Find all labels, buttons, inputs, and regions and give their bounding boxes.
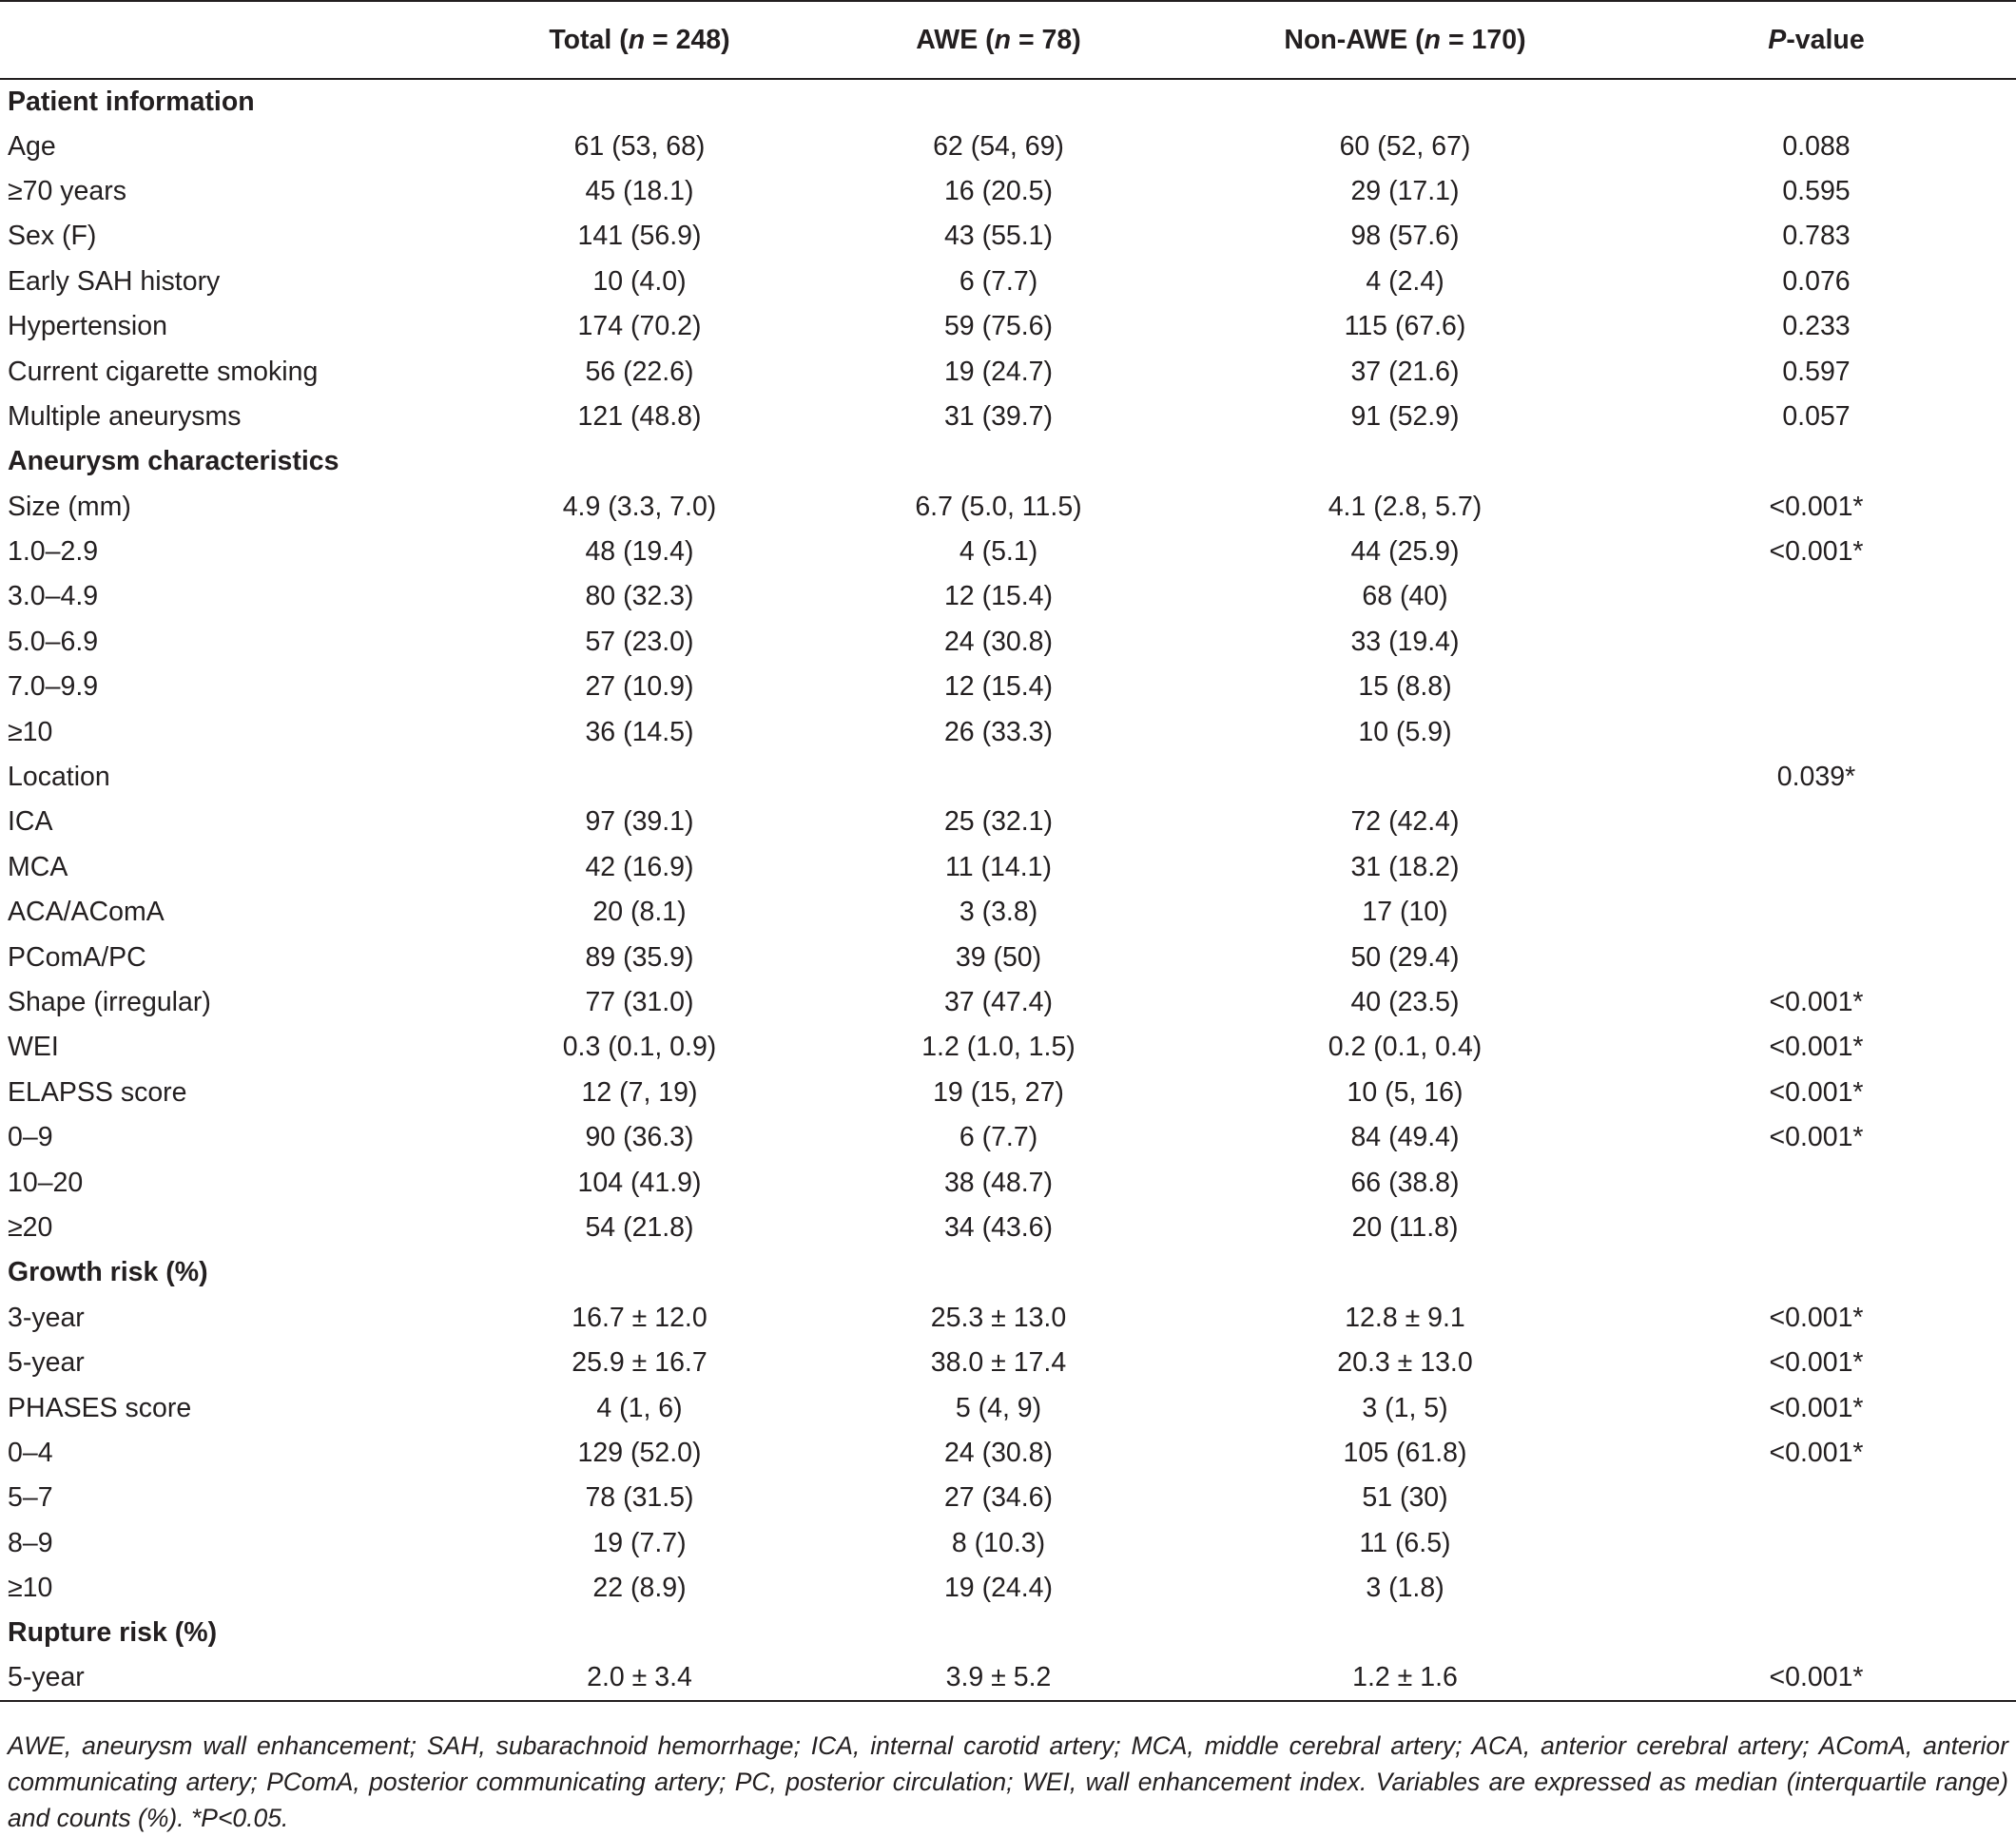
cell-awe: 25 (32.1) bbox=[943, 806, 1054, 838]
cell-awe: 19 (24.4) bbox=[943, 1573, 1054, 1604]
cell-awe: 5 (4, 9) bbox=[955, 1392, 1042, 1423]
cell-total: 61 (53, 68) bbox=[573, 130, 706, 162]
cell-total bbox=[475, 755, 804, 800]
cell-p-value: <0.001* bbox=[1769, 1437, 1864, 1468]
cell-non-awe: 68 (40) bbox=[1362, 581, 1448, 612]
table-row bbox=[0, 304, 2016, 349]
header-awe-pre: AWE ( bbox=[916, 24, 995, 55]
cell-p-value: 0.088 bbox=[1782, 130, 1851, 162]
cell-p-value bbox=[1617, 439, 2016, 484]
cell-awe: 24 (30.8) bbox=[943, 626, 1054, 657]
header-awe-post: = 78) bbox=[1011, 24, 1081, 55]
cell-total: 89 (35.9) bbox=[585, 941, 694, 973]
cell-awe: 26 (33.3) bbox=[943, 716, 1054, 747]
table-row bbox=[0, 574, 2016, 619]
table-row bbox=[0, 1656, 2016, 1701]
cell-total bbox=[475, 439, 804, 484]
row-label: PComA/PC bbox=[8, 941, 146, 973]
cell-awe: 6 (7.7) bbox=[959, 1122, 1038, 1153]
header-variable bbox=[0, 1, 475, 79]
cell-non-awe: 4 (2.4) bbox=[1366, 265, 1444, 297]
cell-p-value bbox=[1617, 845, 2016, 890]
cell-non-awe: 1.2 ± 1.6 bbox=[1193, 1656, 1617, 1701]
cell-awe: 11 (14.1) bbox=[945, 851, 1052, 882]
cell-awe bbox=[804, 755, 1193, 800]
row-label: ≥10 bbox=[8, 1573, 53, 1604]
cell-total: 42 (16.9) bbox=[585, 851, 694, 882]
cell-total: 27 (10.9) bbox=[585, 671, 694, 703]
row-label: Aneurysm characteristics bbox=[8, 446, 339, 477]
cell-awe: 34 (43.6) bbox=[943, 1211, 1054, 1243]
cell-total: 129 (52.0) bbox=[577, 1437, 702, 1468]
cell-awe: 38 (48.7) bbox=[943, 1167, 1054, 1198]
cell-non-awe: 3 (1.8) bbox=[1366, 1573, 1444, 1604]
cell-total bbox=[475, 1250, 804, 1295]
table-row bbox=[0, 709, 2016, 754]
table-row bbox=[0, 620, 2016, 665]
row-label: Multiple aneurysms bbox=[8, 400, 242, 432]
cell-p-value bbox=[1617, 709, 2016, 754]
cell-p-value: <0.001* bbox=[1769, 1032, 1864, 1063]
table-row bbox=[0, 1071, 2016, 1115]
cell-p-value: 0.076 bbox=[1782, 265, 1851, 297]
cell-non-awe: 10 (5, 16) bbox=[1347, 1076, 1464, 1108]
row-label: Early SAH history bbox=[8, 265, 221, 297]
cell-total: 22 (8.9) bbox=[592, 1573, 687, 1604]
table-row bbox=[0, 890, 2016, 935]
cell-non-awe: 84 (49.4) bbox=[1350, 1122, 1460, 1153]
table-row bbox=[0, 1521, 2016, 1566]
cell-non-awe: 98 (57.6) bbox=[1350, 221, 1460, 252]
cell-non-awe: 0.2 (0.1, 0.4) bbox=[1328, 1032, 1483, 1063]
cell-p-value: <0.001* bbox=[1769, 536, 1864, 568]
cell-total: 12 (7, 19) bbox=[581, 1076, 698, 1108]
header-awe bbox=[804, 1, 1193, 79]
table-row bbox=[0, 395, 2016, 439]
cell-total: 56 (22.6) bbox=[585, 356, 694, 387]
header-p-value bbox=[1617, 1, 2016, 79]
header-non-awe-pre: Non-AWE ( bbox=[1284, 24, 1425, 55]
header-total bbox=[475, 1, 804, 79]
cell-p-value bbox=[1617, 665, 2016, 709]
row-label: 3-year bbox=[8, 1302, 85, 1333]
header-total-pre: Total ( bbox=[549, 24, 629, 55]
header-non-awe bbox=[1193, 1, 1617, 79]
header-p-value-p: P bbox=[1768, 24, 1787, 55]
cell-p-value: <0.001* bbox=[1769, 1302, 1864, 1333]
row-label: 1.0–2.9 bbox=[8, 536, 99, 568]
cell-p-value: <0.001* bbox=[1769, 1122, 1864, 1153]
cell-non-awe: 50 (29.4) bbox=[1350, 941, 1460, 973]
cell-p-value bbox=[1617, 1250, 2016, 1295]
header-row bbox=[0, 1, 2016, 79]
cell-p-value: <0.001* bbox=[1769, 1347, 1864, 1379]
row-label: ICA bbox=[8, 806, 53, 838]
cell-total: 4 (1, 6) bbox=[596, 1392, 683, 1423]
table-row bbox=[0, 530, 2016, 574]
table-body bbox=[0, 79, 2016, 1701]
row-label: 3.0–4.9 bbox=[8, 581, 99, 612]
cell-awe: 38.0 ± 17.4 bbox=[930, 1347, 1067, 1379]
cell-total: 57 (23.0) bbox=[585, 626, 694, 657]
row-label: ≥20 bbox=[8, 1211, 53, 1243]
cell-p-value bbox=[1617, 1611, 2016, 1655]
cell-non-awe: 115 (67.6) bbox=[1344, 311, 1466, 342]
cell-non-awe: 33 (19.4) bbox=[1350, 626, 1460, 657]
cell-awe bbox=[804, 439, 1193, 484]
table-row bbox=[0, 1025, 2016, 1070]
cell-p-value: 0.233 bbox=[1782, 311, 1851, 342]
table-row bbox=[0, 169, 2016, 214]
table-row bbox=[0, 260, 2016, 304]
row-label: 0–9 bbox=[8, 1122, 53, 1153]
cell-non-awe: 3 (1, 5) bbox=[1362, 1392, 1448, 1423]
row-label: Location bbox=[8, 762, 110, 793]
row-label: MCA bbox=[8, 851, 68, 882]
cell-p-value bbox=[1617, 79, 2016, 124]
cell-awe: 43 (55.1) bbox=[943, 221, 1054, 252]
header-non-awe-post: = 170) bbox=[1441, 24, 1526, 55]
row-label: 10–20 bbox=[8, 1167, 84, 1198]
table-row bbox=[0, 1160, 2016, 1205]
cell-non-awe: 72 (42.4) bbox=[1350, 806, 1460, 838]
cell-non-awe: 29 (17.1) bbox=[1350, 175, 1460, 206]
table-footnote: AWE, aneurysm wall enhancement; SAH, subarachnoid hemorrhage; ICA, internal carotid artery; MCA, middle cerebral artery; ACA, anterior cerebral artery; AComA, anterior communicating artery; PComA, posterior communicating artery; PC, posterior circulation; WEI, wall enhancement index. Variables are expressed as median (interquartile range) and counts (%). *P<0.05. bbox=[8, 1731, 2008, 1832]
table-row bbox=[0, 1115, 2016, 1160]
cell-non-awe: 51 (30) bbox=[1362, 1482, 1448, 1514]
cell-non-awe: 11 (6.5) bbox=[1359, 1527, 1451, 1558]
cell-total: 4.9 (3.3, 7.0) bbox=[562, 491, 717, 522]
cell-awe: 25.3 ± 13.0 bbox=[930, 1302, 1067, 1333]
cell-awe: 3.9 ± 5.2 bbox=[804, 1656, 1193, 1701]
cell-p-value bbox=[1617, 935, 2016, 979]
cell-p-value: 0.595 bbox=[1782, 175, 1851, 206]
table-row bbox=[0, 349, 2016, 394]
cell-p-value bbox=[1617, 620, 2016, 665]
cell-non-awe: 91 (52.9) bbox=[1350, 400, 1460, 432]
cell-total: 10 (4.0) bbox=[592, 265, 687, 297]
cell-p-value: <0.001* bbox=[1769, 987, 1864, 1017]
cell-awe: 27 (34.6) bbox=[943, 1482, 1054, 1514]
cell-p-value bbox=[1617, 890, 2016, 935]
cell-awe: 19 (15, 27) bbox=[933, 1076, 1064, 1108]
row-label: 5-year bbox=[8, 1347, 85, 1379]
row-label: ELAPSS score bbox=[8, 1076, 187, 1108]
table-row bbox=[0, 980, 2016, 1025]
cell-awe: 6.7 (5.0, 11.5) bbox=[915, 491, 1082, 522]
table-header bbox=[0, 1, 2016, 79]
cell-non-awe: 37 (21.6) bbox=[1350, 356, 1460, 387]
row-label: Sex (F) bbox=[8, 221, 97, 252]
cell-awe: 59 (75.6) bbox=[943, 311, 1054, 342]
cell-awe: 6 (7.7) bbox=[959, 265, 1038, 297]
table-row bbox=[0, 665, 2016, 709]
cell-p-value: 0.039* bbox=[1776, 762, 1856, 793]
cell-awe: 12 (15.4) bbox=[943, 581, 1054, 612]
table-row bbox=[0, 1206, 2016, 1250]
cell-total: 0.3 (0.1, 0.9) bbox=[562, 1032, 717, 1063]
table-row bbox=[0, 1296, 2016, 1341]
table-row bbox=[0, 1476, 2016, 1520]
header-non-awe-n: n bbox=[1424, 24, 1442, 55]
cell-p-value: <0.001* bbox=[1769, 491, 1864, 522]
cell-non-awe: 10 (5.9) bbox=[1358, 716, 1452, 747]
row-label: 5–7 bbox=[8, 1482, 53, 1514]
cell-total bbox=[475, 79, 804, 124]
cell-non-awe: 40 (23.5) bbox=[1350, 987, 1460, 1017]
cell-p-value bbox=[1617, 574, 2016, 619]
row-label: ≥10 bbox=[8, 716, 53, 747]
header-p-value-post: -value bbox=[1786, 24, 1865, 55]
table-row bbox=[0, 485, 2016, 530]
cell-p-value: 0.057 bbox=[1782, 400, 1851, 432]
table-row bbox=[0, 214, 2016, 259]
cell-total: 80 (32.3) bbox=[585, 581, 694, 612]
cell-p-value bbox=[1617, 1476, 2016, 1520]
cell-non-awe: 20 (11.8) bbox=[1351, 1211, 1459, 1243]
cell-non-awe: 66 (38.8) bbox=[1350, 1167, 1460, 1198]
cell-awe: 24 (30.8) bbox=[943, 1437, 1054, 1468]
cell-p-value: <0.001* bbox=[1617, 1656, 2016, 1701]
row-label: Age bbox=[8, 130, 56, 162]
row-label: Size (mm) bbox=[8, 491, 131, 522]
cell-total: 97 (39.1) bbox=[585, 806, 694, 838]
cell-non-awe: 17 (10) bbox=[1362, 897, 1448, 928]
cell-p-value: 0.783 bbox=[1782, 221, 1851, 252]
table-row bbox=[0, 935, 2016, 979]
table-row bbox=[0, 845, 2016, 890]
cell-total: 45 (18.1) bbox=[585, 175, 694, 206]
section-header-row bbox=[0, 439, 2016, 484]
cell-total: 54 (21.8) bbox=[585, 1211, 694, 1243]
cell-p-value bbox=[1617, 1160, 2016, 1205]
table-row bbox=[0, 1566, 2016, 1611]
cell-p-value: <0.001* bbox=[1769, 1076, 1864, 1108]
cell-total: 77 (31.0) bbox=[585, 987, 694, 1017]
cell-total: 141 (56.9) bbox=[577, 221, 702, 252]
cell-total: 174 (70.2) bbox=[577, 311, 702, 342]
row-label: Shape (irregular) bbox=[8, 987, 211, 1017]
cell-p-value bbox=[1617, 1566, 2016, 1611]
cell-p-value bbox=[1617, 1521, 2016, 1566]
cell-total: 2.0 ± 3.4 bbox=[475, 1656, 804, 1701]
cell-total: 16.7 ± 12.0 bbox=[572, 1302, 708, 1333]
cell-non-awe: 60 (52, 67) bbox=[1339, 130, 1471, 162]
header-awe-n: n bbox=[994, 24, 1012, 55]
header-total-n: n bbox=[628, 24, 646, 55]
table-row bbox=[0, 755, 2016, 800]
cell-non-awe: 31 (18.2) bbox=[1350, 851, 1460, 882]
table-row bbox=[0, 1431, 2016, 1476]
row-label: Patient information bbox=[8, 86, 255, 117]
row-label: ACA/AComA bbox=[8, 897, 165, 928]
cell-non-awe bbox=[1193, 1611, 1617, 1655]
row-label: Rupture risk (%) bbox=[8, 1617, 218, 1649]
row-label: Current cigarette smoking bbox=[8, 356, 319, 387]
cell-total: 36 (14.5) bbox=[585, 716, 694, 747]
cell-p-value: <0.001* bbox=[1769, 1392, 1864, 1423]
cell-non-awe: 15 (8.8) bbox=[1358, 671, 1452, 703]
cell-total: 25.9 ± 16.7 bbox=[572, 1347, 708, 1379]
table-row bbox=[0, 1341, 2016, 1385]
cell-p-value bbox=[1617, 800, 2016, 844]
cell-awe: 4 (5.1) bbox=[959, 536, 1038, 568]
cell-total bbox=[475, 1611, 804, 1655]
row-label: Hypertension bbox=[8, 311, 167, 342]
section-header-row bbox=[0, 1611, 2016, 1655]
cell-non-awe: 44 (25.9) bbox=[1350, 536, 1460, 568]
row-label: Growth risk (%) bbox=[8, 1257, 208, 1288]
cell-awe bbox=[804, 1250, 1193, 1295]
cell-p-value: 0.597 bbox=[1782, 356, 1851, 387]
cell-awe: 62 (54, 69) bbox=[933, 130, 1064, 162]
cell-awe bbox=[804, 79, 1193, 124]
row-label: 8–9 bbox=[8, 1527, 53, 1558]
cell-awe: 31 (39.7) bbox=[943, 400, 1054, 432]
row-label: 7.0–9.9 bbox=[8, 671, 99, 703]
cell-total: 90 (36.3) bbox=[585, 1122, 694, 1153]
cell-non-awe bbox=[1193, 755, 1617, 800]
cell-total: 78 (31.5) bbox=[585, 1482, 694, 1514]
cell-total: 121 (48.8) bbox=[577, 400, 702, 432]
cell-awe: 3 (3.8) bbox=[959, 897, 1038, 928]
cell-total: 20 (8.1) bbox=[592, 897, 687, 928]
row-label: PHASES score bbox=[8, 1392, 192, 1423]
cell-non-awe bbox=[1193, 439, 1617, 484]
row-label: 5.0–6.9 bbox=[8, 626, 99, 657]
row-label: 0–4 bbox=[8, 1437, 53, 1468]
table-row bbox=[0, 800, 2016, 844]
cell-awe: 1.2 (1.0, 1.5) bbox=[921, 1032, 1076, 1063]
cell-total: 19 (7.7) bbox=[592, 1527, 687, 1558]
cell-awe: 12 (15.4) bbox=[943, 671, 1054, 703]
table-row bbox=[0, 124, 2016, 168]
section-header-row bbox=[0, 79, 2016, 124]
cell-p-value bbox=[1617, 1206, 2016, 1250]
cell-total: 104 (41.9) bbox=[577, 1167, 702, 1198]
row-label: ≥70 years bbox=[8, 175, 126, 206]
cell-total: 48 (19.4) bbox=[585, 536, 694, 568]
header-total-post: = 248) bbox=[645, 24, 730, 55]
cell-non-awe: 12.8 ± 9.1 bbox=[1345, 1302, 1465, 1333]
row-label: WEI bbox=[8, 1032, 59, 1063]
cell-awe bbox=[804, 1611, 1193, 1655]
cell-non-awe: 4.1 (2.8, 5.7) bbox=[1328, 491, 1483, 522]
cell-non-awe: 20.3 ± 13.0 bbox=[1337, 1347, 1473, 1379]
row-label: 5-year bbox=[0, 1656, 475, 1701]
section-header-row bbox=[0, 1250, 2016, 1295]
cell-awe: 39 (50) bbox=[955, 941, 1042, 973]
cell-awe: 19 (24.7) bbox=[943, 356, 1054, 387]
cell-non-awe bbox=[1193, 1250, 1617, 1295]
cell-awe: 8 (10.3) bbox=[951, 1527, 1046, 1558]
cell-awe: 37 (47.4) bbox=[943, 987, 1054, 1017]
table-row bbox=[0, 1385, 2016, 1430]
cell-non-awe bbox=[1193, 79, 1617, 124]
cell-non-awe: 105 (61.8) bbox=[1343, 1437, 1467, 1468]
cell-awe: 16 (20.5) bbox=[943, 175, 1054, 206]
